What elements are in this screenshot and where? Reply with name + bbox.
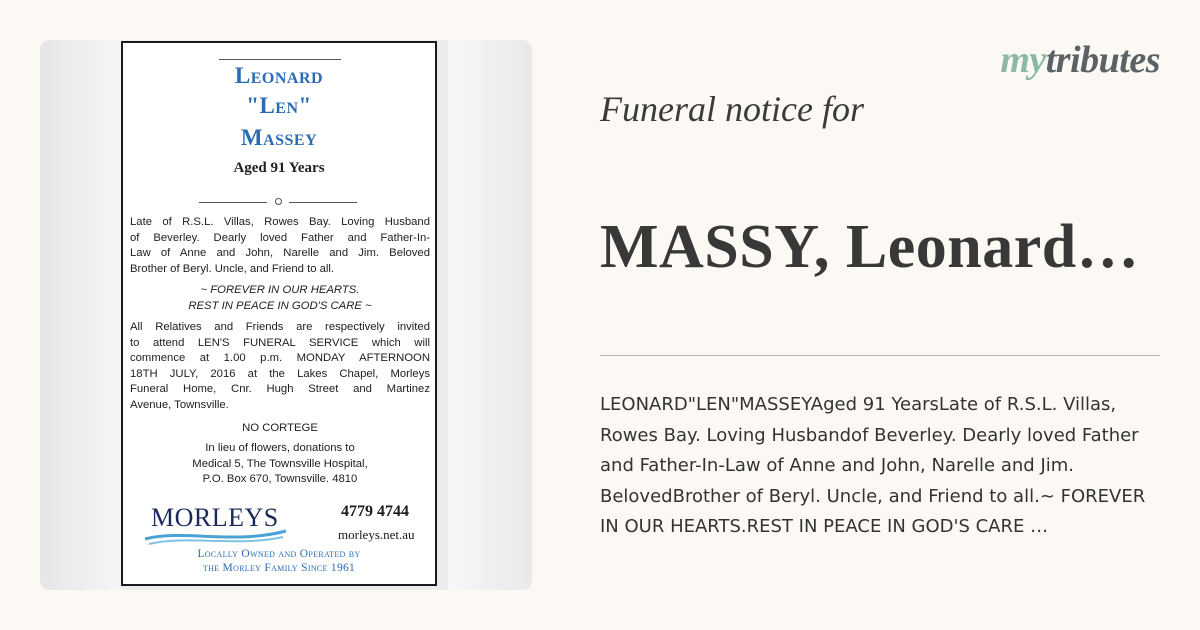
notice-donation-line: Medical 5, The Townsville Hospital, <box>192 457 368 470</box>
notice-ornament <box>199 197 361 207</box>
notice-verse-line: ~ FOREVER IN OUR HEARTS. <box>200 284 360 296</box>
notice-body-line: Brother of Beryl. Uncle, and Friend to all. <box>130 262 335 275</box>
notice-name-surname: Massey <box>240 125 318 150</box>
funeral-home-tagline <box>123 547 435 575</box>
funeral-notice-clipping <box>121 41 437 586</box>
notice-verse <box>130 283 430 314</box>
card-shade-right <box>448 40 532 590</box>
notice-no-cortege: NO CORTEGE <box>242 422 318 434</box>
logo-tributes: tributes <box>1045 39 1160 81</box>
funeral-home-website: morleys.net.au <box>338 527 415 542</box>
tagline-line: the Morley Family Since 1961 <box>202 562 356 574</box>
notice-service-line: All Relatives and Friends are respectively invited <box>130 321 430 333</box>
notice-name-first: Leonard <box>234 63 324 88</box>
notice-excerpt: LEONARD"LEN"MASSEYAged 91 YearsLate of R.S.L. Villas, Rowes Bay. Loving Husbandof Beverley. Dearly loved Father and Father-In-Law of Anne and John, Narelle and Jim. BelovedBrother of Beryl. Uncle, and Friend to all.~ FOREVER IN OUR HEARTS.REST IN PEACE IN GOD'S CARE … <box>600 394 1146 537</box>
card-shade-left <box>40 40 122 590</box>
notice-body-line: of Beverley. Dearly loved Father and Father-In- <box>130 231 430 244</box>
notice-top-rule <box>219 59 341 60</box>
notice-service-line: 18TH JULY, 2016 at the Lakes Chapel, Morleys <box>130 367 430 380</box>
divider <box>600 355 1160 356</box>
mytributes-logo[interactable] <box>1000 38 1160 82</box>
notice-body-line: Law of Anne and John, Narelle and Jim. Beloved <box>130 247 430 260</box>
notice-donation-line: In lieu of flowers, donations to <box>205 442 355 454</box>
notice-donation-line: P.O. Box 670, Townsville. 4810 <box>202 473 358 486</box>
notice-service-line: Funeral Home, Cnr. Hugh Street and Martinez <box>130 383 430 396</box>
logo-my: my <box>1000 39 1046 81</box>
notice-body-line: Late of R.S.L. Villas, Rowes Bay. Loving Husband <box>130 216 430 228</box>
notice-verse-line: REST IN PEACE IN GOD'S CARE ~ <box>188 299 372 312</box>
funeral-home-phone: 4779 4744 <box>341 503 409 520</box>
notice-service-line: commence at 1.00 p.m. MONDAY AFTERNOON <box>130 352 430 365</box>
morleys-logo-text: MORLEYS <box>151 503 279 532</box>
tagline-line: Locally Owned and Operated by <box>197 548 361 560</box>
deceased-name: MASSY, Leonard… <box>600 213 1140 281</box>
notice-name-nickname: "Len" <box>246 93 312 118</box>
notice-donations <box>130 441 430 488</box>
notice-body <box>130 215 430 277</box>
notice-age: Aged 91 Years <box>233 160 325 176</box>
notice-service-line: to attend LEN'S FUNERAL SERVICE which will <box>130 336 430 349</box>
notice-service-details <box>130 320 430 414</box>
notice-service-line: Avenue, Townsville. <box>130 398 229 411</box>
notice-headline: Funeral notice for <box>600 89 864 129</box>
morleys-wave-logo <box>143 525 288 547</box>
